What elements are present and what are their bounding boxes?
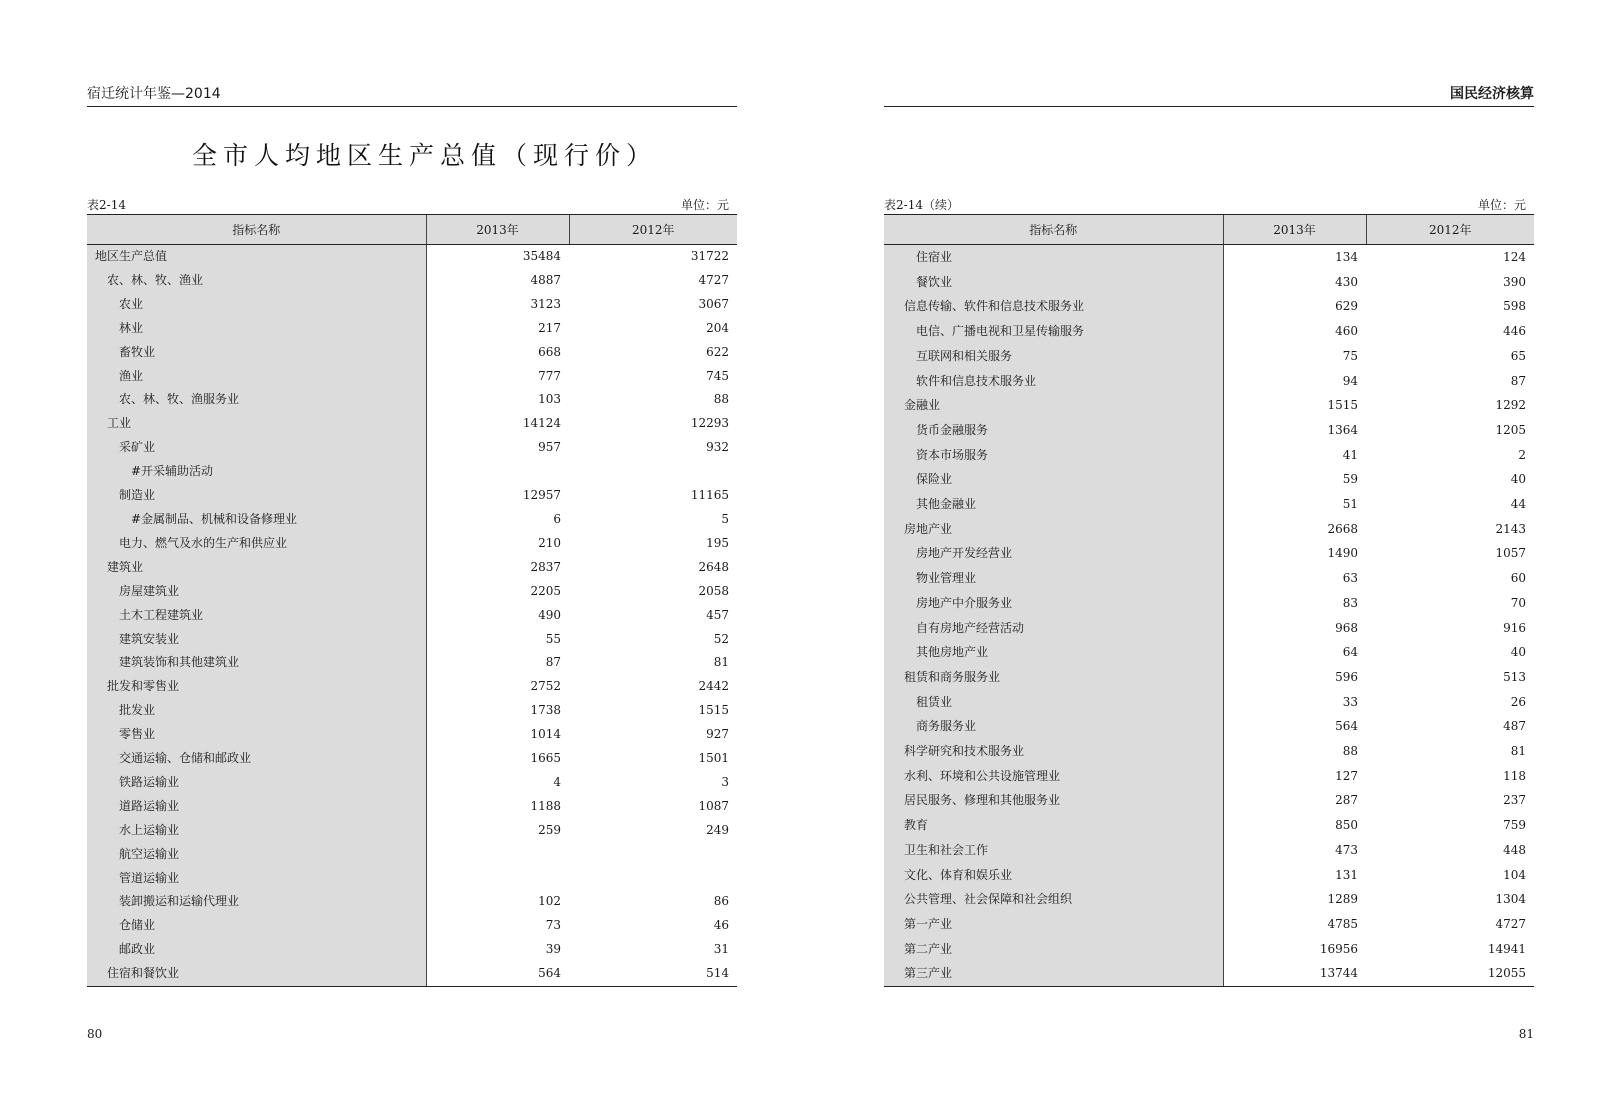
table-row [884, 418, 1534, 443]
row-value-2012: 60 [1510, 571, 1526, 586]
row-value-2013: 564 [426, 962, 569, 986]
row-value-2013: 1665 [530, 751, 561, 766]
running-head-text: 国民经济核算 [1450, 86, 1534, 102]
row-indicator-name: 住宿和餐饮业 [87, 962, 426, 986]
row-value-2013: 73 [545, 918, 561, 933]
row-value-2013: 259 [538, 822, 561, 837]
row-indicator-name: 商务服务业 [884, 714, 1223, 739]
table-row [884, 541, 1534, 566]
table-row [87, 675, 737, 699]
row-indicator-name: 农、林、牧、渔业 [87, 269, 426, 293]
row-indicator-name: 农业 [87, 293, 426, 317]
row-indicator-name: 零售业 [87, 723, 426, 747]
table-row [884, 838, 1534, 863]
row-value-2013: 102 [538, 894, 561, 909]
row-value-2013: 87 [545, 655, 561, 670]
row-indicator-name: 管道运输业 [87, 867, 426, 891]
data-table [884, 214, 1534, 987]
table-row [87, 556, 737, 580]
row-value-2013: 127 [1335, 768, 1358, 783]
row-indicator-name: 装卸搬运和运输代理业 [87, 890, 426, 914]
row-value-2012: 65 [1510, 348, 1526, 363]
table-row [884, 517, 1534, 542]
table-row [884, 294, 1534, 319]
row-value-2012: 87 [1510, 373, 1526, 388]
row-value-2013: 55 [545, 631, 561, 646]
running-head [87, 84, 737, 107]
row-value-2013: 41 [1342, 447, 1358, 462]
row-value-2012: 4727 [698, 272, 729, 287]
row-value-2013: 64 [1342, 645, 1358, 660]
header-2013: 2013年 [1223, 215, 1366, 245]
row-indicator-name: 水上运输业 [87, 819, 426, 843]
row-indicator-name: 货币金融服务 [884, 418, 1223, 443]
row-indicator-name: 邮政业 [87, 938, 426, 962]
row-value-2012: 26 [1510, 694, 1526, 709]
row-value-2013: 16956 [1319, 941, 1358, 956]
row-value-2013: 2752 [530, 679, 561, 694]
row-value-2013: 4 [553, 774, 561, 789]
row-value-2012: 916 [1503, 620, 1526, 635]
row-value-2012: 81 [713, 655, 729, 670]
left-page [87, 0, 737, 1099]
row-value-2013: 2668 [1327, 521, 1358, 536]
row-indicator-name: 住宿业 [884, 245, 1223, 270]
row-value-2013: 957 [538, 440, 561, 455]
table-row [884, 443, 1534, 468]
row-value-2012: 12055 [1366, 961, 1534, 986]
row-value-2012: 1304 [1495, 892, 1526, 907]
row-value-2012: 46 [713, 918, 729, 933]
row-value-2013: 88 [1342, 744, 1358, 759]
row-value-2013: 1364 [1327, 422, 1358, 437]
table-row [884, 764, 1534, 789]
table-row [87, 651, 737, 675]
row-value-2013: 6 [553, 511, 561, 526]
row-value-2012 [569, 460, 737, 484]
row-value-2012: 2 [1518, 447, 1526, 462]
row-value-2013: 103 [538, 392, 561, 407]
page-title: 全市人均地区生产总值（现行价） [192, 141, 658, 170]
row-indicator-name: 租赁和商务服务业 [884, 665, 1223, 690]
row-value-2012: 1515 [698, 703, 729, 718]
row-value-2012: 195 [706, 535, 729, 550]
row-value-2013: 850 [1335, 818, 1358, 833]
table-row [87, 388, 737, 412]
page-number: 81 [1518, 1027, 1534, 1041]
row-value-2012: 2143 [1495, 521, 1526, 536]
table-header-row [87, 215, 737, 245]
row-value-2012: 249 [706, 822, 729, 837]
table-row [884, 937, 1534, 962]
row-indicator-name: 其他金融业 [884, 492, 1223, 517]
row-indicator-name: 渔业 [87, 365, 426, 389]
unit-label: 单位：元 [1477, 198, 1526, 212]
row-indicator-name: 其他房地产业 [884, 640, 1223, 665]
row-indicator-name: 自有房地产经营活动 [884, 616, 1223, 641]
row-value-2013: 287 [1335, 793, 1358, 808]
table-row [87, 699, 737, 723]
table-row [884, 369, 1534, 394]
row-value-2012: 2058 [698, 583, 729, 598]
row-value-2013: 777 [538, 368, 561, 383]
row-value-2013: 35484 [522, 249, 561, 263]
row-indicator-name: 林业 [87, 317, 426, 341]
row-value-2013: 2837 [530, 559, 561, 574]
row-indicator-name: 批发业 [87, 699, 426, 723]
row-indicator-name: 软件和信息技术服务业 [884, 369, 1223, 394]
table-row [87, 628, 737, 652]
row-value-2012: 514 [569, 962, 737, 986]
row-indicator-name: 信息传输、软件和信息技术服务业 [884, 294, 1223, 319]
row-value-2012: 390 [1503, 274, 1526, 289]
row-indicator-name: 餐饮业 [884, 270, 1223, 295]
row-value-2012: 446 [1503, 324, 1526, 339]
table-row [884, 714, 1534, 739]
row-value-2013: 1738 [530, 703, 561, 718]
table-row [87, 962, 737, 986]
row-indicator-name: 科学研究和技术服务业 [884, 739, 1223, 764]
row-indicator-name: 建筑业 [87, 556, 426, 580]
table-id: 表2-14（续） [884, 198, 959, 212]
table-row [87, 843, 737, 867]
row-value-2012: 1057 [1495, 546, 1526, 561]
header-2012: 2012年 [569, 215, 737, 245]
row-value-2012 [569, 843, 737, 867]
row-value-2013 [426, 460, 569, 484]
row-value-2012: 513 [1503, 669, 1526, 684]
row-indicator-name: 水利、环境和公共设施管理业 [884, 764, 1223, 789]
row-value-2013: 629 [1335, 299, 1358, 314]
row-value-2013: 1188 [530, 798, 561, 813]
table-row [884, 566, 1534, 591]
row-value-2012: 70 [1510, 595, 1526, 610]
table-row [87, 604, 737, 628]
row-value-2013: 668 [538, 344, 561, 359]
row-value-2013: 3123 [530, 296, 561, 311]
right-page [884, 0, 1534, 1099]
table-row [87, 819, 737, 843]
page-number: 80 [87, 1027, 103, 1041]
row-value-2012: 11165 [690, 488, 729, 503]
table-row [884, 640, 1534, 665]
table-row [884, 690, 1534, 715]
table-row [884, 788, 1534, 813]
row-value-2012: 40 [1510, 472, 1526, 487]
row-indicator-name: 交通运输、仓储和邮政业 [87, 747, 426, 771]
table-row [87, 293, 737, 317]
table-row [87, 890, 737, 914]
table-row [87, 747, 737, 771]
row-indicator-name: 电信、广播电视和卫星传输服务 [884, 319, 1223, 344]
table-row [87, 795, 737, 819]
row-value-2012: 932 [706, 440, 729, 455]
row-value-2012: 2648 [698, 559, 729, 574]
table-row [884, 912, 1534, 937]
row-indicator-name: 第三产业 [884, 961, 1223, 986]
table-row [87, 460, 737, 484]
row-value-2013: 968 [1335, 620, 1358, 635]
row-value-2013: 473 [1335, 842, 1358, 857]
row-value-2013: 59 [1342, 472, 1358, 487]
row-value-2012: 1205 [1495, 422, 1526, 437]
table-row [884, 591, 1534, 616]
table-row [87, 484, 737, 508]
row-value-2013: 490 [538, 607, 561, 622]
row-indicator-name: 电力、燃气及水的生产和供应业 [87, 532, 426, 556]
table-row [884, 665, 1534, 690]
row-indicator-name: 房地产业 [884, 517, 1223, 542]
row-value-2013: 94 [1342, 373, 1358, 388]
table-row [87, 341, 737, 365]
table-row [884, 863, 1534, 888]
row-value-2012: 104 [1503, 867, 1526, 882]
row-indicator-name: 农、林、牧、渔服务业 [87, 388, 426, 412]
table-header-row [884, 215, 1534, 245]
row-value-2012: 745 [706, 368, 729, 383]
table-row [884, 319, 1534, 344]
row-indicator-name: 房地产中介服务业 [884, 591, 1223, 616]
header-indicator: 指标名称 [884, 215, 1223, 245]
row-value-2012: 3 [721, 774, 729, 789]
row-value-2012: 1292 [1495, 398, 1526, 413]
row-value-2012: 81 [1510, 744, 1526, 759]
row-indicator-name: 互联网和相关服务 [884, 344, 1223, 369]
row-value-2012: 88 [713, 392, 729, 407]
row-value-2013 [426, 843, 569, 867]
row-value-2013: 51 [1342, 497, 1358, 512]
row-value-2013: 1515 [1327, 398, 1358, 413]
row-indicator-name: 第二产业 [884, 937, 1223, 962]
row-value-2013: 63 [1342, 571, 1358, 586]
row-value-2012: 44 [1510, 497, 1526, 512]
row-value-2013: 4785 [1327, 916, 1358, 931]
row-indicator-name: 卫生和社会工作 [884, 838, 1223, 863]
table-row [87, 532, 737, 556]
table-row [87, 867, 737, 891]
row-indicator-name: 道路运输业 [87, 795, 426, 819]
table-row [884, 887, 1534, 912]
row-indicator-name: 航空运输业 [87, 843, 426, 867]
row-value-2012: 2442 [698, 679, 729, 694]
unit-label: 单位：元 [680, 198, 729, 212]
row-value-2013: 83 [1342, 595, 1358, 610]
row-value-2012: 927 [706, 727, 729, 742]
row-value-2013: 39 [545, 942, 561, 957]
row-indicator-name: 保险业 [884, 467, 1223, 492]
row-value-2013: 1289 [1327, 892, 1358, 907]
table-row [884, 393, 1534, 418]
table-row [87, 269, 737, 293]
table-row [87, 771, 737, 795]
header-2013: 2013年 [426, 215, 569, 245]
row-value-2012: 598 [1503, 299, 1526, 314]
row-value-2013: 596 [1335, 669, 1358, 684]
row-value-2012: 1087 [698, 798, 729, 813]
table-row [884, 245, 1534, 270]
row-value-2013: 460 [1335, 324, 1358, 339]
row-value-2012: 622 [706, 344, 729, 359]
table-row [87, 508, 737, 532]
row-indicator-name: 房地产开发经营业 [884, 541, 1223, 566]
row-value-2013: 564 [1335, 719, 1358, 734]
row-value-2012 [569, 867, 737, 891]
row-indicator-name: 地区生产总值 [87, 245, 426, 269]
table-row [884, 616, 1534, 641]
row-value-2012: 14941 [1487, 941, 1526, 956]
row-value-2012: 31 [713, 942, 729, 957]
row-indicator-name: 土木工程建筑业 [87, 604, 426, 628]
row-indicator-name: 资本市场服务 [884, 443, 1223, 468]
table-row [87, 580, 737, 604]
row-value-2013: 2205 [530, 583, 561, 598]
table-row [884, 270, 1534, 295]
row-indicator-name: 制造业 [87, 484, 426, 508]
row-value-2013: 1490 [1327, 546, 1358, 561]
row-value-2012: 5 [721, 511, 729, 526]
row-value-2012: 40 [1510, 645, 1526, 660]
row-indicator-name: 物业管理业 [884, 566, 1223, 591]
table-row [87, 436, 737, 460]
table-id: 表2-14 [87, 198, 126, 212]
table-row [884, 813, 1534, 838]
table-row [87, 245, 737, 269]
table-row [87, 723, 737, 747]
row-value-2013: 75 [1342, 348, 1358, 363]
row-indicator-name: 第一产业 [884, 912, 1223, 937]
row-indicator-name: 居民服务、修理和其他服务业 [884, 788, 1223, 813]
row-value-2013: 12957 [522, 488, 561, 503]
row-indicator-name: 建筑安装业 [87, 628, 426, 652]
row-value-2012: 31722 [690, 249, 729, 263]
running-head [884, 84, 1534, 107]
row-value-2012: 12293 [690, 416, 729, 431]
row-value-2012: 237 [1503, 793, 1526, 808]
row-indicator-name: 租赁业 [884, 690, 1223, 715]
table-row [884, 344, 1534, 369]
header-indicator: 指标名称 [87, 215, 426, 245]
row-value-2013 [426, 867, 569, 891]
row-value-2012: 487 [1503, 719, 1526, 734]
row-indicator-name: 畜牧业 [87, 341, 426, 365]
row-value-2012: 3067 [698, 296, 729, 311]
running-head-text: 宿迁统计年鉴—2014 [87, 86, 221, 102]
data-table [87, 214, 737, 987]
row-value-2013: 131 [1335, 867, 1358, 882]
row-indicator-name: 公共管理、社会保障和社会组织 [884, 887, 1223, 912]
row-indicator-name: #金属制品、机械和设备修理业 [87, 508, 426, 532]
row-indicator-name: 金融业 [884, 393, 1223, 418]
row-indicator-name: 文化、体育和娱乐业 [884, 863, 1223, 888]
row-value-2013: 4887 [530, 272, 561, 287]
row-indicator-name: 铁路运输业 [87, 771, 426, 795]
row-value-2012: 457 [706, 607, 729, 622]
row-indicator-name: 工业 [87, 412, 426, 436]
row-indicator-name: 建筑装饰和其他建筑业 [87, 651, 426, 675]
header-2012: 2012年 [1366, 215, 1534, 245]
row-indicator-name: 房屋建筑业 [87, 580, 426, 604]
row-value-2013: 14124 [522, 416, 561, 431]
row-value-2013: 217 [538, 320, 561, 335]
row-value-2013: 210 [538, 535, 561, 550]
table-row [87, 412, 737, 436]
row-value-2012: 86 [713, 894, 729, 909]
table-row [87, 938, 737, 962]
row-value-2012: 52 [713, 631, 729, 646]
row-value-2013: 430 [1335, 274, 1358, 289]
table-row [87, 317, 737, 341]
row-value-2013: 1014 [530, 727, 561, 742]
row-indicator-name: 教育 [884, 813, 1223, 838]
row-value-2012: 204 [706, 320, 729, 335]
row-value-2013: 33 [1342, 694, 1358, 709]
row-indicator-name: 批发和零售业 [87, 675, 426, 699]
table-row [884, 492, 1534, 517]
row-value-2012: 759 [1503, 818, 1526, 833]
row-value-2012: 448 [1503, 842, 1526, 857]
row-indicator-name: #开采辅助活动 [87, 460, 426, 484]
row-value-2012: 4727 [1495, 916, 1526, 931]
row-value-2013: 13744 [1223, 961, 1366, 986]
table-row [884, 739, 1534, 764]
row-indicator-name: 仓储业 [87, 914, 426, 938]
row-value-2012: 1501 [698, 751, 729, 766]
row-value-2012: 124 [1503, 250, 1526, 264]
table-row [87, 365, 737, 389]
table-row [87, 914, 737, 938]
table-row [884, 961, 1534, 986]
row-value-2013: 134 [1335, 250, 1358, 264]
row-indicator-name: 采矿业 [87, 436, 426, 460]
table-row [884, 467, 1534, 492]
row-value-2012: 118 [1503, 768, 1526, 783]
